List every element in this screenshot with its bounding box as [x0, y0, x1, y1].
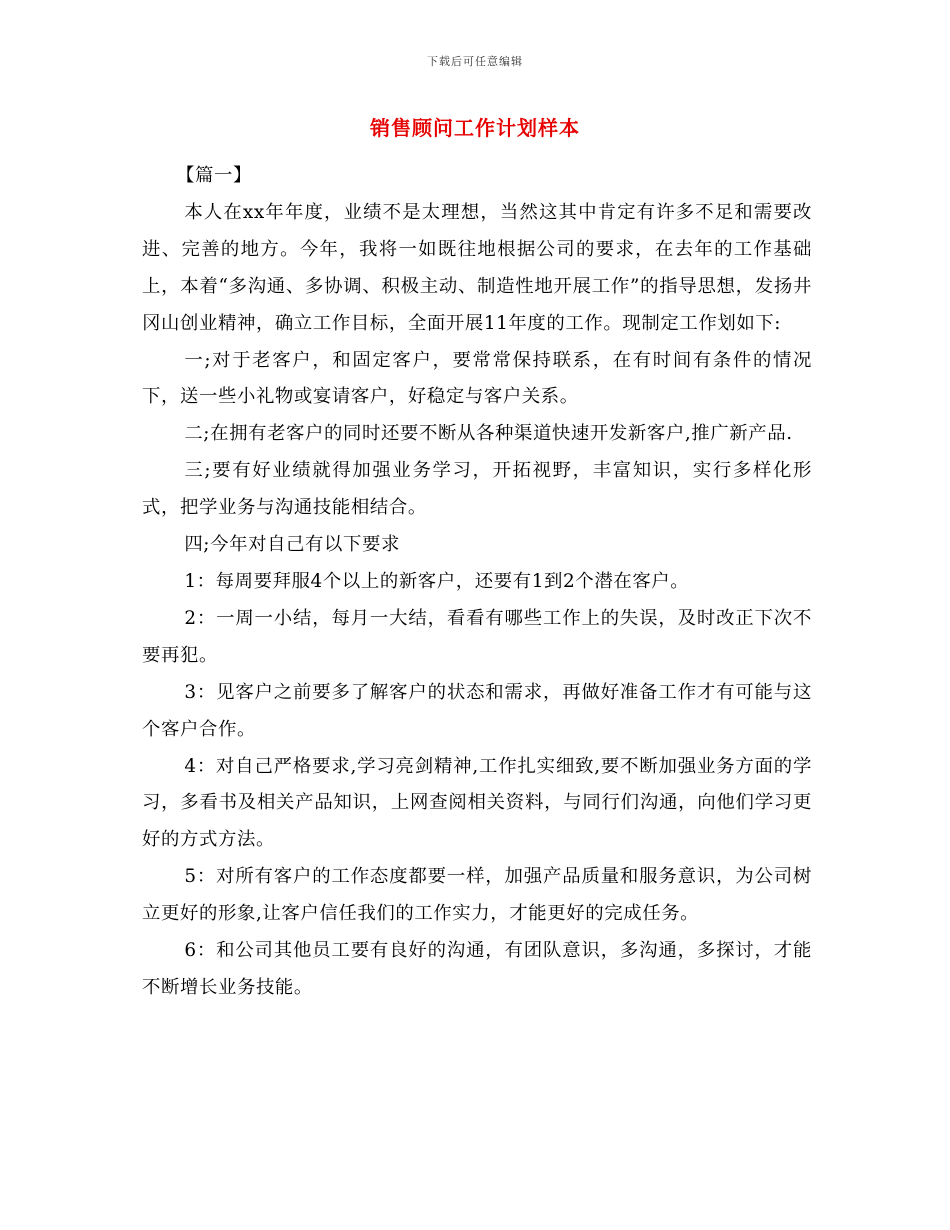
requirement-2: 2：一周一小结，每月一大结，看看有哪些工作上的失误，及时改正下次不要再犯。 — [142, 607, 812, 666]
requirement-4: 4：对自己严格要求,学习亮剑精神,工作扎实细致,要不断加强业务方面的学习，多看书及相关产品知识，上网查阅相关资料，与同行们沟通，向他们学习更好的方式方法。 — [142, 755, 812, 851]
document-title: 销售顾问工作计划样本 — [370, 116, 580, 140]
document-body — [142, 158, 812, 1007]
header-note: 下载后可任意编辑 — [427, 55, 523, 68]
requirement-6: 6：和公司其他员工要有良好的沟通，有团队意识，多沟通，多探讨，才能不断增长业务技能。 — [142, 940, 812, 998]
section-label: 【篇一】 — [176, 165, 252, 186]
requirement-1: 1：每周要拜服4个以上的新客户，还要有1到2个潜在客户。 — [184, 570, 690, 592]
paragraph-item-1: 一;对于老客户，和固定客户，要常常保持联系，在有时间有条件的情况下，送一些小礼物或宴请客户，好稳定与客户关系。 — [142, 349, 812, 408]
paragraph-intro: 本人在xx年年度，业绩不是太理想，当然这其中肯定有许多不足和需要改进、完善的地方。今年，我将一如既往地根据公司的要求，在去年的工作基础上，本着“多沟通、多协调、积极主动、制造性地开展工作”的指导思想，发扬井冈山创业精神，确立工作目标，全面开展11年度的工作。现制定工作划如下: — [142, 201, 812, 334]
paragraph-item-2: 二;在拥有老客户的同时还要不断从各种渠道快速开发新客户,推广新产品. — [184, 423, 793, 445]
requirement-5: 5：对所有客户的工作态度都要一样，加强产品质量和服务意识，为公司树立更好的形象,让客户信任我们的工作实力，才能更好的完成任务。 — [142, 866, 812, 925]
paragraph-item-4: 四;今年对自己有以下要求 — [184, 534, 401, 556]
requirement-3: 3：见客户之前要多了解客户的状态和需求，再做好准备工作才有可能与这个客户合作。 — [142, 681, 812, 740]
paragraph-item-3: 三;要有好业绩就得加强业务学习，开拓视野，丰富知识，实行多样化形式，把学业务与沟通技能相结合。 — [142, 460, 812, 519]
